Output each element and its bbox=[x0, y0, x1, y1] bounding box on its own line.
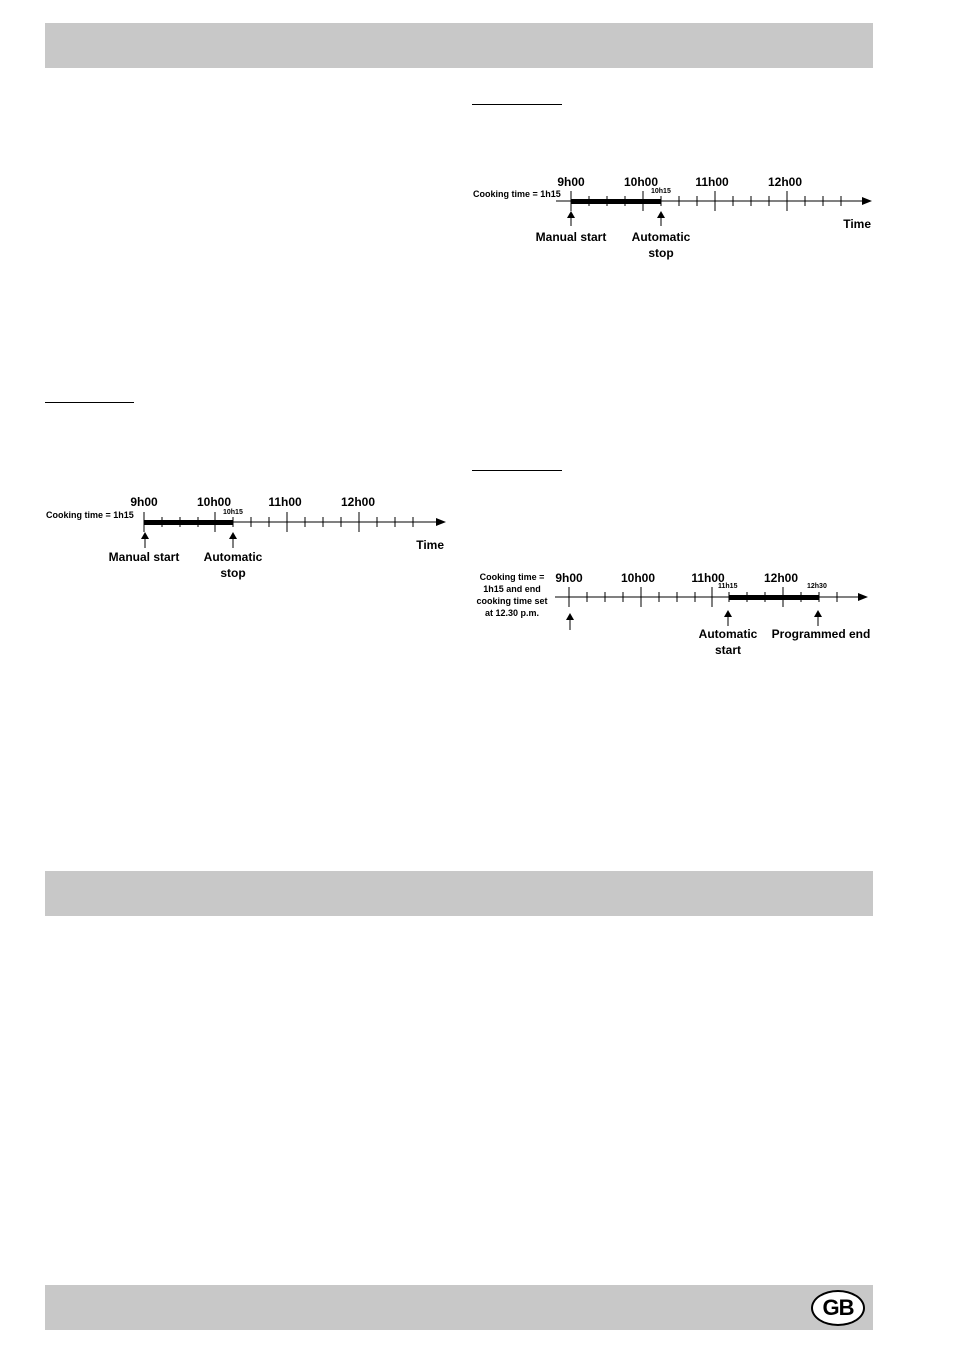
end-time-mark: 12h30 bbox=[807, 583, 827, 590]
manual-start-label: Manual start bbox=[108, 550, 180, 564]
automatic-stop-label-line2: stop bbox=[220, 566, 246, 580]
hour-label-1: 9h00 bbox=[557, 175, 585, 189]
cooking-period-bar bbox=[729, 595, 819, 600]
automatic-start-label-line2: start bbox=[714, 643, 742, 657]
automatic-stop-label-line1: Automatic bbox=[203, 550, 263, 564]
start-arrow bbox=[141, 532, 149, 548]
automatic-start-label-line1: Automatic bbox=[698, 627, 758, 641]
cooking-time-label-line2: 1h15 and end bbox=[483, 584, 541, 594]
automatic-stop-label-line2: stop bbox=[648, 246, 674, 260]
axis-arrowhead bbox=[862, 197, 872, 205]
cooking-time-label: Cooking time = 1h15 bbox=[473, 189, 561, 199]
time-axis-label: Time bbox=[416, 538, 444, 552]
manual-start-label: Manual start bbox=[535, 230, 607, 244]
automatic-stop-label-line1: Automatic bbox=[631, 230, 691, 244]
start-arrow bbox=[567, 211, 575, 226]
timeline-diagram-right-bottom bbox=[0, 560, 900, 670]
hour-label-2: 10h00 bbox=[196, 495, 232, 509]
hour-label-2: 10h00 bbox=[623, 175, 659, 189]
section-underline-left bbox=[45, 402, 134, 403]
end-arrow bbox=[814, 610, 822, 626]
stop-time-mark: 10h15 bbox=[651, 188, 671, 195]
stop-time-mark: 10h15 bbox=[223, 509, 243, 516]
time-axis-label: Time bbox=[843, 217, 871, 231]
axis-arrowhead bbox=[436, 518, 446, 526]
timeline-diagram-right-top bbox=[0, 160, 900, 270]
hour-label-1: 9h00 bbox=[130, 495, 158, 509]
country-badge: GB bbox=[811, 1290, 865, 1326]
axis-arrowhead bbox=[858, 593, 868, 601]
cooking-time-label-line1: Cooking time = bbox=[479, 572, 545, 582]
footer-band bbox=[45, 1285, 873, 1330]
cooking-time-label: Cooking time = 1h15 bbox=[46, 510, 134, 520]
cooking-period-bar bbox=[144, 520, 233, 525]
hour-label-4: 12h00 bbox=[763, 571, 799, 585]
hour-label-3: 11h00 bbox=[695, 175, 729, 189]
now-arrow bbox=[566, 613, 574, 630]
cooking-period-bar bbox=[571, 199, 661, 204]
hour-label-1: 9h00 bbox=[555, 571, 583, 585]
header-band-middle bbox=[45, 871, 873, 916]
programmed-end-label: Programmed end bbox=[771, 627, 871, 641]
hour-label-4: 12h00 bbox=[340, 495, 376, 509]
section-underline-right-bottom bbox=[472, 470, 562, 471]
cooking-time-label-line4: at 12.30 p.m. bbox=[484, 608, 540, 618]
start-arrow bbox=[724, 610, 732, 626]
hour-label-3: 11h00 bbox=[691, 571, 725, 585]
stop-arrow bbox=[657, 211, 665, 226]
hour-label-2: 10h00 bbox=[620, 571, 656, 585]
stop-arrow bbox=[229, 532, 237, 548]
start-time-mark: 11h15 bbox=[718, 583, 738, 590]
hour-label-4: 12h00 bbox=[767, 175, 803, 189]
cooking-time-label-line3: cooking time set bbox=[476, 596, 548, 606]
header-band-top bbox=[45, 23, 873, 68]
hour-label-3: 11h00 bbox=[268, 495, 302, 509]
section-underline-right-top bbox=[472, 104, 562, 105]
